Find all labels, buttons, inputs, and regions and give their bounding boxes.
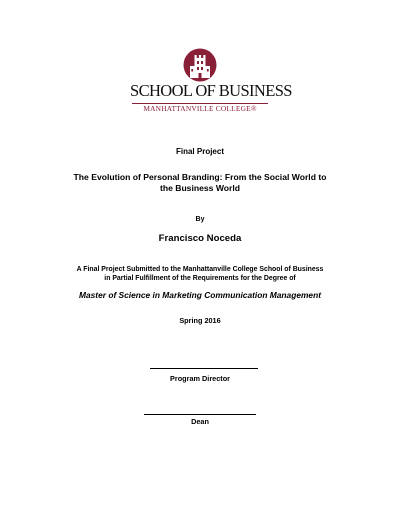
submission-statement-line-1: A Final Project Submitted to the Manhattanville College School of Business — [76, 266, 324, 273]
castle-tower-seal-icon — [183, 48, 217, 82]
program-director-label: Program Director — [169, 374, 230, 383]
project-title-line-2: the Business World — [159, 183, 241, 193]
program-director-signature-line — [150, 368, 258, 369]
dean-label: Dean — [191, 417, 209, 426]
submission-statement-line-2: in Partial Fulfillment of the Requirements for the Degree of — [104, 275, 296, 282]
author-name: Francisco Noceda — [158, 233, 242, 244]
submission-date: Spring 2016 — [179, 316, 221, 325]
dean-signature-line — [144, 414, 256, 415]
logo-subtitle: MANHATTANVILLE COLLEGE® — [143, 104, 257, 113]
school-logo — [130, 48, 292, 114]
final-project-label: Final Project — [175, 147, 224, 156]
by-label: By — [195, 216, 205, 223]
project-title-line-1: The Evolution of Personal Branding: From the Social World to — [73, 172, 327, 182]
degree-name: Master of Science in Marketing Communication Management — [79, 290, 321, 300]
logo-title: SCHOOL OF BUSINESS — [130, 81, 292, 100]
